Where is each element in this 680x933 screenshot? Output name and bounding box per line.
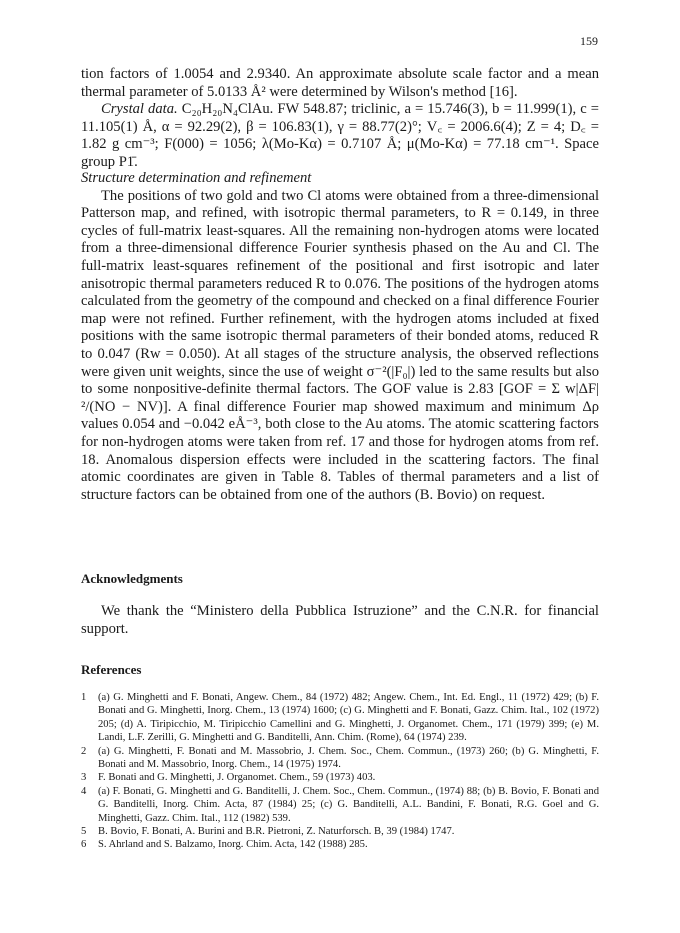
reference-number: 1 [81,692,87,703]
references-heading: References [81,662,142,677]
acknowledgments-text: We thank the “Ministero della Pubblica Istruzione” and the C.N.R. for financial support. [81,603,599,637]
reference-item [81,838,599,851]
page-number: 159 [580,34,598,48]
structure-paragraph: The positions of two gold and two Cl atoms were obtained from a three-dimensional Patterson map, and refined, with isotropic thermal parameters, to R = 0.149, in three cycles of full-matrix least-squares. All the remaining non-hydrogen atoms were located from a three-dimensional difference Fourier synthesis phased on the Au and Cl. The full-matrix least-squares refinement of the positional and first isotropic and later anisotropic thermal parameters reduced R to 0.076. The positions of the hydrogen atoms calculated from the geometry of the compound and checked on a final difference Fourier map were not refined. Further refinement, with the hydrogen atoms included at fixed positions with the same isotropic thermal parameters of their bonded atoms, reduced R to 0.047 (Rw = 0.050). At all stages of the structure analysis, the observed reflections were given unit weights, since the use of weight σ⁻²(|F₀|) led to the same results but also to some nonpositive-definite thermal factors. The GOF value is 2.83 [GOF = Σ w|ΔF|²/(NO − NV)]. A final difference Fourier map showed maximum and minimum Δρ values 0.054 and −0.042 eÅ⁻³, both close to the Au atoms. The atomic scattering factors for non-hydrogen atoms were taken from ref. 17 and those for hydrogen atoms from ref. 18. Anomalous dispersion effects were included in the scattering factors. The final atomic coordinates are given in Table 8. Tables of thermal parameters and a list of structure factors can be obtained from one of the authors (B. Bovio) on request. [81,187,599,503]
reference-item [81,825,599,838]
reference-text: (a) G. Minghetti, F. Bonati and M. Massobrio, J. Chem. Soc., Chem. Commun., (1973) 260; (b) G. Minghetti, F. Bonati and M. Massobrio, Inorg. Chem., 14 (1975) 1974. [98,745,599,771]
reference-text: (a) G. Minghetti and F. Bonati, Angew. Chem., 84 (1972) 482; Angew. Chem., Int. Ed. Engl., 11 (1972) 429; (b) F. Bonati and G. Minghetti, Inorg. Chem., 13 (1974) 1600; (c) G. Minghetti and F. Bonati, Gazz. Chim. Ital., 102 (1972) 205; (d) A. Tiripicchio, M. Tiripicchio Camellini and G. Minghetti, J. Organomet. Chem., 171 (1979) 399; (e) M. Landi, L.F. Zerilli, G. Minghetti and G. Banditelli, Ann. Chim. (Rome), 64 (1974) 239. [98,692,599,744]
reference-number: 3 [81,772,87,784]
reference-number: 2 [81,745,87,757]
acknowledgments-section [81,571,599,638]
reference-item [81,785,599,825]
reference-item [81,771,599,784]
reference-text: F. Bonati and G. Minghetti, J. Organomet. Chem., 59 (1973) 403. [98,772,376,784]
acknowledgments-heading: Acknowledgments [81,571,183,586]
structure-section [81,170,599,504]
reference-number: 5 [81,826,87,838]
reference-item [81,745,599,772]
references-section [81,662,599,852]
reference-text: S. Ahrland and S. Balzamo, Inorg. Chim. Acta, 142 (1988) 285. [98,839,368,851]
reference-text: B. Bovio, F. Bonati, A. Burini and B.R. Pietroni, Z. Naturforsch. B, 39 (1984) 1747. [98,826,455,838]
crystal-data-text: C₂₀H₂₀N₄ClAu. FW 548.87; triclinic, a = 15.746(3), b = 11.999(1), c = 11.105(1) Å, α = 92.29(2), β = 106.83(1), γ = 88.77(2)°; V꜀ = 2006.6(4); Z = 4; D꜀ = 1.82 g cm⁻³; F(000) = 1056; λ(Mo-Kα) = 0.7107 Å; μ(Mo-Kα) = 77.18 cm⁻¹. Space group P1̄. [81,101,599,170]
crystal-data-label: Crystal data. [101,101,178,118]
intro-paragraph: tion factors of 1.0054 and 2.9340. An approximate absolute scale factor and a mean thermal parameter of 5.0133 Å² were determined by Wilson's method [16]. [81,66,599,100]
reference-item [81,691,599,745]
reference-text: (a) F. Bonati, G. Minghetti and G. Banditelli, J. Chem. Soc., Chem. Commun., (1974) 88; (b) B. Bovio, F. Bonati and G. Banditelli, Inorg. Chim. Acta, 87 (1984) 25; (c) G. Banditelli, A.L. Bandini, F. Bonati, R.G. Goel and G. Minghetti, Gazz. Chim. Ital., 112 (1982) 539. [98,785,599,824]
crystal-data-paragraph [81,101,599,171]
structure-heading: Structure determination and refinement [81,170,312,186]
reference-number: 6 [81,839,87,851]
intro-block [81,66,599,172]
reference-number: 4 [81,785,87,797]
references-list [81,691,599,852]
